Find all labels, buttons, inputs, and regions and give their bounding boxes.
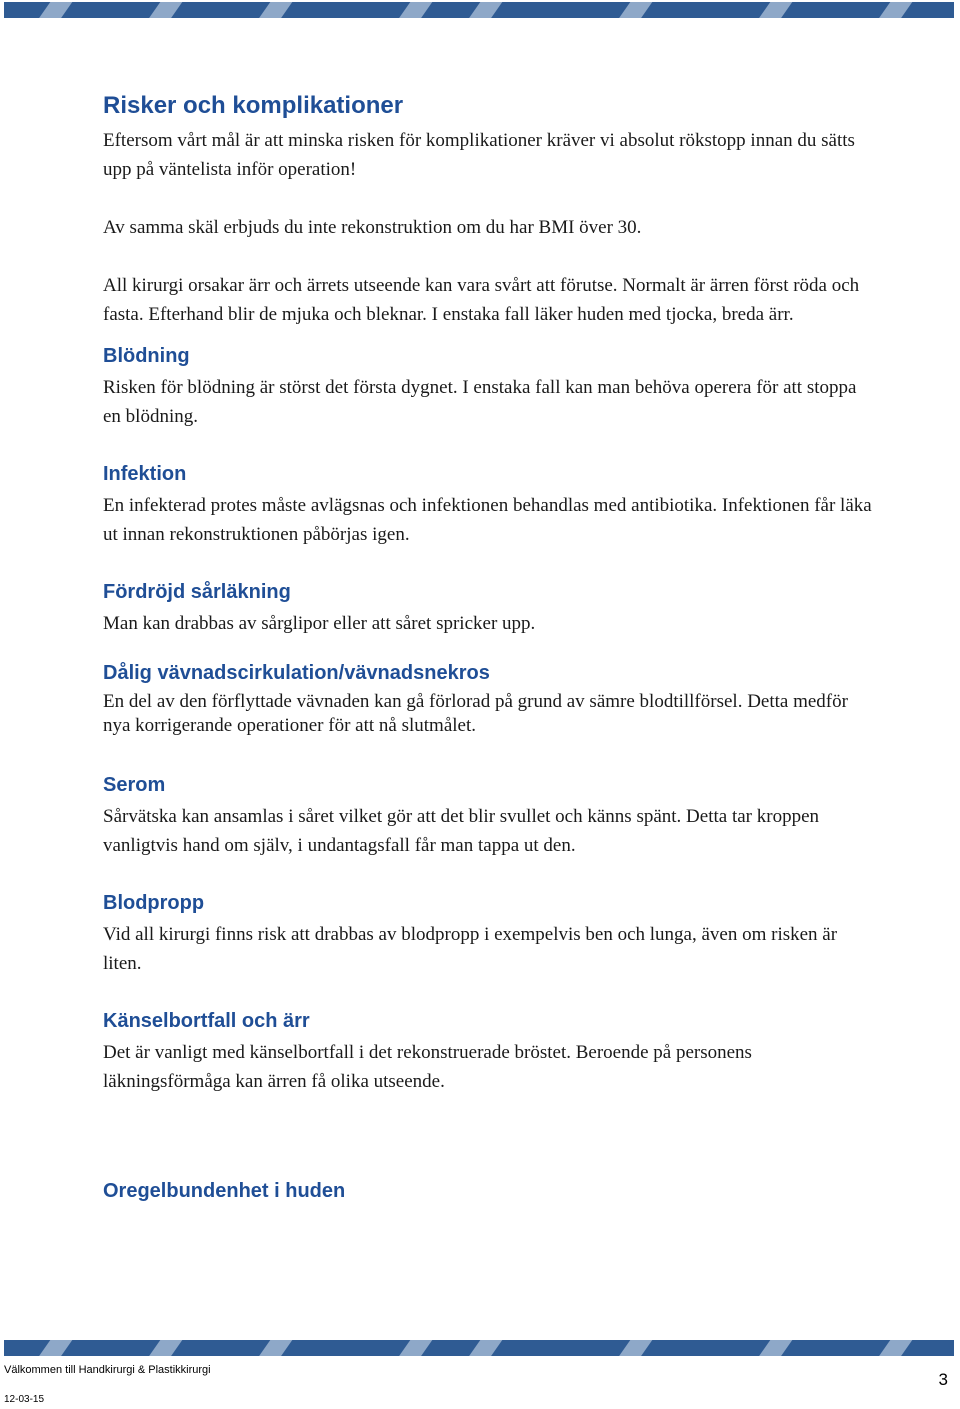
section-text-infektion: En infekterad protes måste avlägsnas och infektionen behandlas med antibiotika. Infektionen får läka ut innan rekonstruktionen påbörjas igen. bbox=[103, 495, 872, 545]
section-heading-serom: Serom bbox=[103, 774, 166, 796]
intro-paragraph: All kirurgi orsakar ärr och ärrets utseende kan vara svårt att förutse. Normalt är ärren först röda och fasta. Efterhand blir de mjuka och bleknar. I enstaka fall läker huden med tjocka, breda ärr. bbox=[103, 275, 860, 325]
page-number: 3 bbox=[938, 1370, 948, 1389]
section-heading-infektion: Infektion bbox=[103, 463, 187, 485]
footer-decorative-band bbox=[4, 1340, 954, 1356]
band-stripe bbox=[753, 1340, 796, 1356]
section-text-blodning: Risken för blödning är störst det första dygnet. I enstaka fall kan man behöva operera för att stoppa en blödning. bbox=[103, 377, 857, 427]
section-heading-oregelbundenhet: Oregelbundenhet i huden bbox=[103, 1180, 346, 1202]
section-text-vavnadsnekros: En del av den förflyttade vävnaden kan gå förlorad på grund av sämre blodtillförsel. Detta medför nya korrigerande operationer för att nå slutmålet. bbox=[103, 691, 848, 736]
section-text-serom: Sårvätska kan ansamlas i såret vilket gör att det blir svullet och känns spänt. Detta tar kroppen vanligtvis hand om själv, i undantagsfall får man tappa ut den. bbox=[103, 806, 819, 856]
intro-paragraph: Av samma skäl erbjuds du inte rekonstruktion om du har BMI över 30. bbox=[103, 217, 642, 238]
section-text-kanselbortfall: Det är vanligt med känselbortfall i det rekonstruerade bröstet. Beroende på personens läkningsförmåga kan ärren få olika utseende. bbox=[103, 1042, 752, 1092]
page-title: Risker och komplikationer bbox=[103, 92, 404, 119]
footer-date: 12-03-15 bbox=[4, 1394, 45, 1405]
band-stripe bbox=[143, 1340, 186, 1356]
band-stripe bbox=[753, 2, 796, 18]
band-stripe bbox=[143, 2, 186, 18]
footer-document-title: Välkommen till Handkirurgi & Plastikkirurgi bbox=[4, 1364, 211, 1376]
section-heading-kanselbortfall: Känselbortfall och ärr bbox=[103, 1010, 310, 1032]
band-stripe bbox=[393, 1340, 436, 1356]
band-stripe bbox=[613, 2, 656, 18]
band-stripe bbox=[33, 1340, 76, 1356]
section-text-blodpropp: Vid all kirurgi finns risk att drabbas av blodpropp i exempelvis ben och lunga, även om risken är liten. bbox=[103, 924, 838, 974]
header-decorative-band bbox=[4, 2, 954, 18]
section-heading-vavnadsnekros: Dålig vävnadscirkulation/vävnadsnekros bbox=[103, 662, 490, 684]
band-stripe bbox=[613, 1340, 656, 1356]
intro-paragraph: Eftersom vårt mål är att minska risken för komplikationer kräver vi absolut rökstopp innan du sätts upp på väntelista inför operation! bbox=[103, 130, 855, 180]
section-heading-blodpropp: Blodpropp bbox=[103, 892, 205, 914]
band-stripe bbox=[253, 2, 296, 18]
band-stripe bbox=[463, 2, 506, 18]
band-stripe bbox=[873, 2, 916, 18]
band-stripe bbox=[253, 1340, 296, 1356]
band-stripe bbox=[873, 1340, 916, 1356]
band-stripe bbox=[463, 1340, 506, 1356]
section-heading-blodning: Blödning bbox=[103, 345, 190, 367]
document-body bbox=[103, 90, 873, 1208]
band-stripe bbox=[393, 2, 436, 18]
band-stripe bbox=[33, 2, 76, 18]
section-text-fordrojd-sarlakning: Man kan drabbas av sårglipor eller att såret spricker upp. bbox=[103, 613, 536, 634]
section-heading-fordrojd-sarlakning: Fördröjd sårläkning bbox=[103, 581, 291, 603]
